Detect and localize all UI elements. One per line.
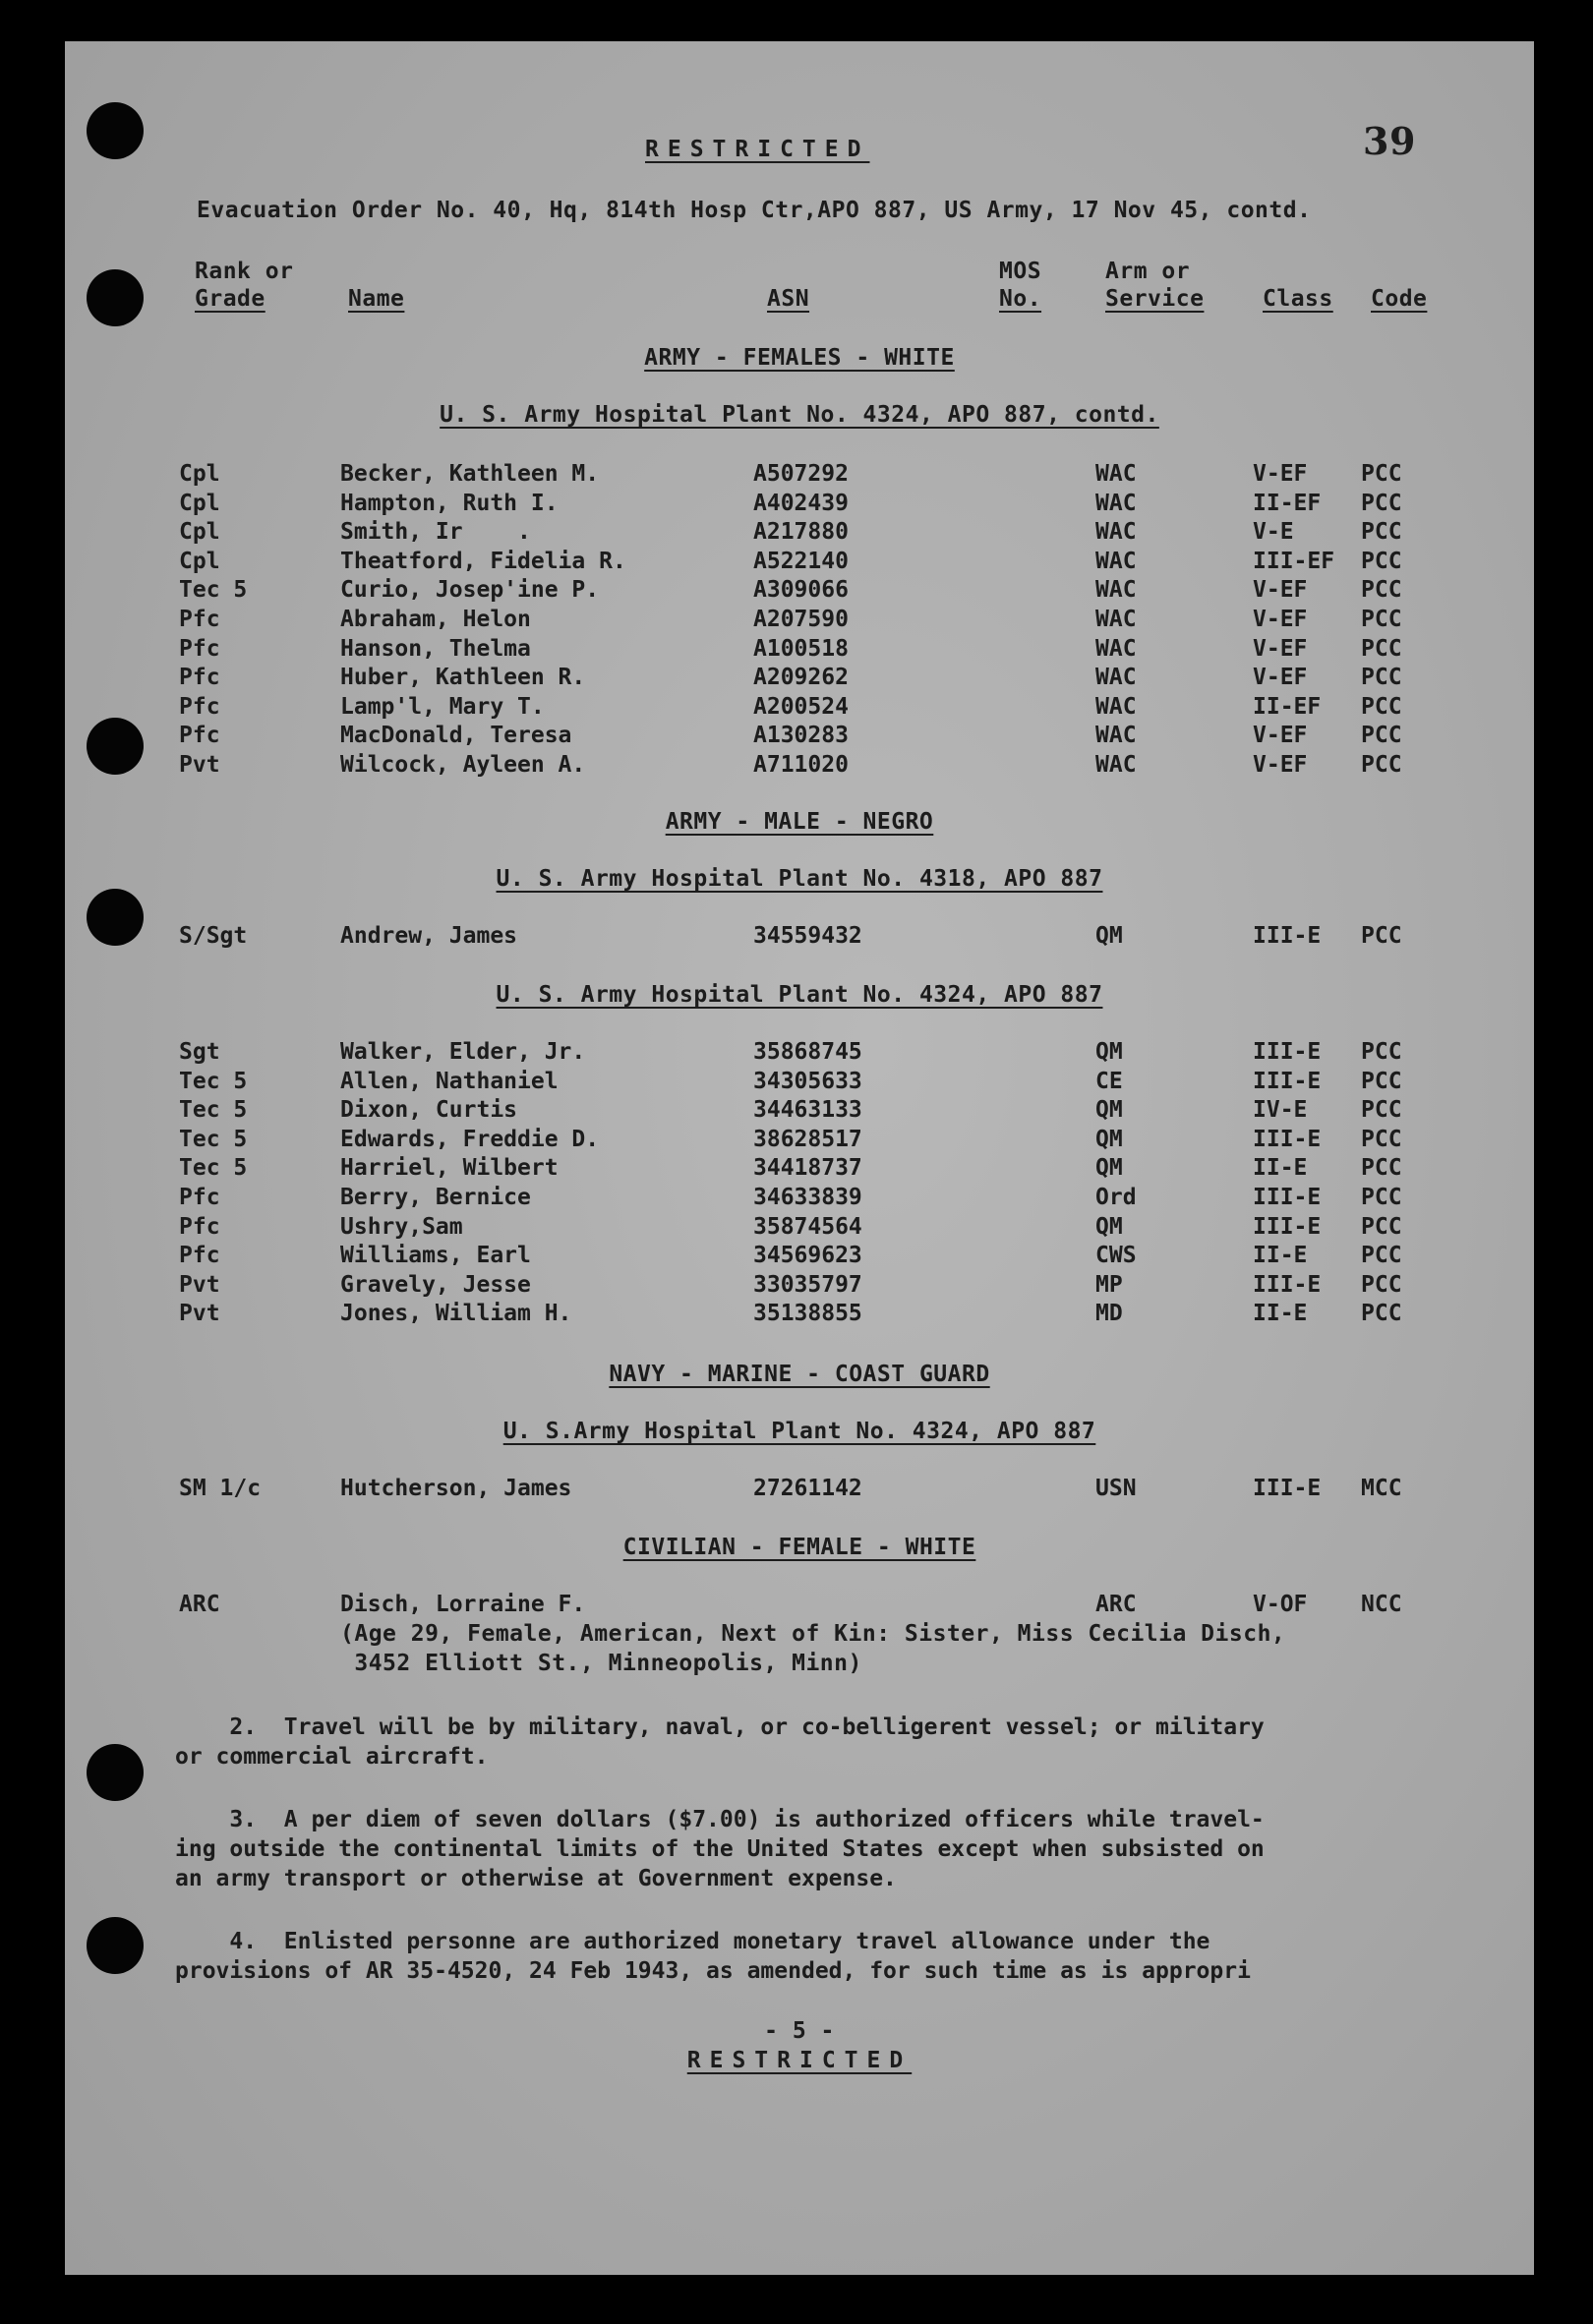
cell-rank: Cpl <box>179 519 220 546</box>
cell-class: III-E <box>1253 1126 1322 1152</box>
cell-code: PCC <box>1361 1155 1402 1182</box>
cell-code: PCC <box>1361 1039 1402 1065</box>
cell-name: Walker, Elder, Jr. <box>340 1039 586 1065</box>
cell-arm: QM <box>1095 1097 1123 1124</box>
cell-name: Hutcherson, James <box>340 1476 572 1501</box>
cell-code: PCC <box>1361 923 1402 949</box>
col-arm-line2: Service <box>1105 286 1205 312</box>
footer-page-number: - 5 - <box>764 2018 835 2044</box>
cell-arm: WAC <box>1095 723 1137 749</box>
cell-name: Edwards, Freddie D. <box>340 1126 600 1152</box>
section-heading: ARMY - FEMALES - WHITE <box>644 345 955 371</box>
cell-asn: A209262 <box>753 665 849 691</box>
cell-rank: Pfc <box>179 693 220 720</box>
civilian-note-line2: 3452 Elliott St., Minneopolis, Minn) <box>340 1651 862 1676</box>
cell-rank: Pfc <box>179 665 220 691</box>
cell-arm: MD <box>1095 1301 1123 1327</box>
cell-arm: WAC <box>1095 461 1137 487</box>
cell-asn: 33035797 <box>753 1271 862 1298</box>
section-heading: CIVILIAN - FEMALE - WHITE <box>622 1535 976 1560</box>
cell-code: PCC <box>1361 519 1402 546</box>
col-code: Code <box>1371 286 1428 312</box>
cell-class: III-E <box>1253 1213 1322 1240</box>
cell-arm: QM <box>1095 1155 1123 1182</box>
cell-asn: A711020 <box>753 752 849 778</box>
cell-code: NCC <box>1361 1592 1402 1617</box>
paragraph-2-line1: 2. Travel will be by military, naval, or co-belligerent vessel; or military <box>175 1714 1265 1740</box>
cell-code: PCC <box>1361 1068 1402 1094</box>
cell-rank: Tec 5 <box>179 1097 248 1124</box>
cell-code: PCC <box>1361 752 1402 778</box>
civilian-note-line1: (Age 29, Female, American, Next of Kin: Sister, Miss Cecilia Disch, <box>340 1621 1286 1647</box>
paragraph-3-line2: ing outside the continental limits of the United States except when subsisted on <box>175 1836 1265 1862</box>
cell-code: PCC <box>1361 1271 1402 1298</box>
cell-name: Allen, Nathaniel <box>340 1068 559 1094</box>
col-mos-line1: MOS <box>999 259 1042 284</box>
cell-rank: Pvt <box>179 752 220 778</box>
cell-class: V-EF <box>1253 723 1308 749</box>
cell-name: Jones, William H. <box>340 1301 572 1327</box>
cell-code: PCC <box>1361 1301 1402 1327</box>
cell-name: Andrew, James <box>340 923 518 949</box>
table-row <box>65 1068 1534 1097</box>
cell-class: III-E <box>1253 1271 1322 1298</box>
paragraph-4-line2: provisions of AR 35-4520, 24 Feb 1943, as amended, for such time as is appropri <box>175 1958 1251 1984</box>
cell-arm: WAC <box>1095 519 1137 546</box>
col-mos-line2: No. <box>999 286 1042 312</box>
punch-hole <box>87 102 144 159</box>
cell-arm: QM <box>1095 923 1123 949</box>
cell-class: IV-E <box>1253 1097 1308 1124</box>
table-row <box>65 722 1534 751</box>
col-asn: ASN <box>767 286 810 312</box>
cell-code: PCC <box>1361 1097 1402 1124</box>
table-row <box>65 606 1534 635</box>
cell-arm: WAC <box>1095 693 1137 720</box>
cell-asn: A207590 <box>753 607 849 632</box>
cell-asn: A217880 <box>753 519 849 546</box>
cell-class: V-EF <box>1253 635 1308 662</box>
cell-arm: QM <box>1095 1039 1123 1065</box>
cell-code: PCC <box>1361 1126 1402 1152</box>
table-row <box>65 518 1534 548</box>
cell-code: PCC <box>1361 693 1402 720</box>
cell-arm: WAC <box>1095 752 1137 778</box>
table-row <box>65 693 1534 723</box>
cell-class: V-E <box>1253 519 1294 546</box>
cell-code: PCC <box>1361 1213 1402 1240</box>
table-row <box>65 1591 1534 1620</box>
table-row <box>65 1242 1534 1271</box>
cell-code: MCC <box>1361 1476 1402 1501</box>
table-row <box>65 1475 1534 1504</box>
cell-arm: WAC <box>1095 577 1137 604</box>
cell-arm: CE <box>1095 1068 1123 1094</box>
table-row <box>65 1126 1534 1155</box>
cell-name: Theatford, Fidelia R. <box>340 548 626 574</box>
cell-rank: Pfc <box>179 607 220 632</box>
cell-asn: A402439 <box>753 490 849 516</box>
cell-rank: ARC <box>179 1592 220 1617</box>
cell-arm: USN <box>1095 1476 1137 1501</box>
cell-rank: SM 1/c <box>179 1476 262 1501</box>
paragraph-4-line1: 4. Enlisted personne are authorized monetary travel allowance under the <box>175 1929 1210 1954</box>
cell-arm: WAC <box>1095 548 1137 574</box>
section-subheading: U. S. Army Hospital Plant No. 4318, APO 887 <box>496 866 1103 892</box>
table-row <box>65 1271 1534 1301</box>
cell-rank: Pfc <box>179 1243 220 1269</box>
section-heading: NAVY - MARINE - COAST GUARD <box>609 1362 990 1387</box>
cell-asn: 35874564 <box>753 1213 862 1240</box>
cell-arm: ARC <box>1095 1592 1137 1617</box>
cell-name: Abraham, Helon <box>340 607 531 632</box>
cell-name: Hampton, Ruth I. <box>340 490 559 516</box>
cell-class: II-E <box>1253 1155 1308 1182</box>
table-row <box>65 1300 1534 1329</box>
cell-class: III-E <box>1253 1476 1322 1501</box>
cell-class: II-E <box>1253 1243 1308 1269</box>
cell-code: PCC <box>1361 490 1402 516</box>
cell-name: Becker, Kathleen M. <box>340 461 600 487</box>
table-row <box>65 751 1534 781</box>
col-class: Class <box>1263 286 1333 312</box>
cell-class: III-EF <box>1253 548 1335 574</box>
cell-class: III-E <box>1253 923 1322 949</box>
cell-arm: WAC <box>1095 635 1137 662</box>
cell-asn: 34559432 <box>753 923 862 949</box>
cell-asn: 27261142 <box>753 1476 862 1501</box>
table-row <box>65 635 1534 665</box>
cell-asn: 34418737 <box>753 1155 862 1182</box>
cell-name: Ushry,Sam <box>340 1213 463 1240</box>
cell-asn: 34633839 <box>753 1185 862 1210</box>
paragraph-2-line2: or commercial aircraft. <box>175 1744 489 1770</box>
cell-code: PCC <box>1361 548 1402 574</box>
table-row <box>65 1213 1534 1243</box>
cell-rank: Pvt <box>179 1301 220 1327</box>
cell-asn: A100518 <box>753 635 849 662</box>
cell-name: MacDonald, Teresa <box>340 723 572 749</box>
cell-name: Dixon, Curtis <box>340 1097 518 1124</box>
cell-name: Huber, Kathleen R. <box>340 665 586 691</box>
section-subheading: U. S. Army Hospital Plant No. 4324, APO 887, contd. <box>440 402 1159 428</box>
col-rank-line2: Grade <box>195 286 266 312</box>
table-row <box>65 490 1534 519</box>
cell-class: II-EF <box>1253 693 1322 720</box>
cell-arm: CWS <box>1095 1243 1137 1269</box>
cell-class: V-EF <box>1253 752 1308 778</box>
cell-code: PCC <box>1361 577 1402 604</box>
cell-rank: Tec 5 <box>179 1126 248 1152</box>
table-row <box>65 1154 1534 1184</box>
table-row <box>65 548 1534 577</box>
cell-code: PCC <box>1361 723 1402 749</box>
cell-name: Smith, Ir . <box>340 519 531 546</box>
cell-name: Berry, Bernice <box>340 1185 531 1210</box>
cell-rank: Tec 5 <box>179 577 248 604</box>
section-subheading: U. S.Army Hospital Plant No. 4324, APO 887 <box>502 1419 1096 1444</box>
cell-arm: WAC <box>1095 665 1137 691</box>
col-arm-line1: Arm or <box>1105 259 1191 284</box>
paragraph-3-line1: 3. A per diem of seven dollars ($7.00) is authorized officers while travel- <box>175 1807 1265 1832</box>
cell-asn: 34305633 <box>753 1068 862 1094</box>
cell-class: V-EF <box>1253 577 1308 604</box>
cell-asn: A522140 <box>753 548 849 574</box>
cell-class: V-OF <box>1253 1592 1308 1617</box>
cell-class: V-EF <box>1253 607 1308 632</box>
restricted-footer: RESTRICTED <box>686 2048 913 2073</box>
cell-asn: 38628517 <box>753 1126 862 1152</box>
cell-class: III-E <box>1253 1068 1322 1094</box>
cell-code: PCC <box>1361 461 1402 487</box>
order-line: Evacuation Order No. 40, Hq, 814th Hosp Ctr,APO 887, US Army, 17 Nov 45, contd. <box>197 198 1312 223</box>
cell-class: III-E <box>1253 1185 1322 1210</box>
cell-code: PCC <box>1361 635 1402 662</box>
table-row <box>65 576 1534 606</box>
cell-asn: A309066 <box>753 577 849 604</box>
table-row <box>65 460 1534 490</box>
cell-code: PCC <box>1361 607 1402 632</box>
cell-class: II-EF <box>1253 490 1322 516</box>
cell-class: V-EF <box>1253 665 1308 691</box>
cell-rank: Tec 5 <box>179 1155 248 1182</box>
cell-class: V-EF <box>1253 461 1308 487</box>
table-row <box>65 1096 1534 1126</box>
cell-arm: QM <box>1095 1213 1123 1240</box>
cell-rank: Pvt <box>179 1271 220 1298</box>
cell-arm: MP <box>1095 1271 1123 1298</box>
cell-name: Williams, Earl <box>340 1243 531 1269</box>
cell-arm: QM <box>1095 1126 1123 1152</box>
cell-asn: A200524 <box>753 693 849 720</box>
cell-name: Disch, Lorraine F. <box>340 1592 586 1617</box>
cell-asn: A507292 <box>753 461 849 487</box>
cell-name: Harriel, Wilbert <box>340 1155 559 1182</box>
punch-hole <box>87 1744 144 1801</box>
cell-asn: 35138855 <box>753 1301 862 1327</box>
document-page <box>65 41 1534 2275</box>
col-rank-line1: Rank or <box>195 259 294 284</box>
section-subheading: U. S. Army Hospital Plant No. 4324, APO 887 <box>496 982 1103 1008</box>
table-row <box>65 664 1534 693</box>
cell-asn: 34463133 <box>753 1097 862 1124</box>
cell-asn: A130283 <box>753 723 849 749</box>
cell-code: PCC <box>1361 1185 1402 1210</box>
cell-arm: WAC <box>1095 490 1137 516</box>
cell-code: PCC <box>1361 1243 1402 1269</box>
cell-rank: Pfc <box>179 723 220 749</box>
cell-name: Wilcock, Ayleen A. <box>340 752 586 778</box>
cell-name: Lamp'l, Mary T. <box>340 693 545 720</box>
cell-rank: Pfc <box>179 635 220 662</box>
paragraph-3-line3: an army transport or otherwise at Government expense. <box>175 1866 897 1891</box>
cell-rank: Cpl <box>179 548 220 574</box>
cell-rank: Cpl <box>179 461 220 487</box>
cell-rank: Cpl <box>179 490 220 516</box>
cell-asn: 35868745 <box>753 1039 862 1065</box>
cell-asn: 34569623 <box>753 1243 862 1269</box>
cell-class: II-E <box>1253 1301 1308 1327</box>
punch-hole <box>87 1917 144 1974</box>
cell-name: Hanson, Thelma <box>340 635 531 662</box>
cell-rank: S/Sgt <box>179 923 248 949</box>
cell-rank: Tec 5 <box>179 1068 248 1094</box>
cell-arm: WAC <box>1095 607 1137 632</box>
col-name: Name <box>348 286 405 312</box>
restricted-header: RESTRICTED <box>645 137 870 162</box>
section-heading: ARMY - MALE - NEGRO <box>665 809 934 835</box>
punch-hole <box>87 269 144 326</box>
cell-arm: Ord <box>1095 1185 1137 1210</box>
cell-class: III-E <box>1253 1039 1322 1065</box>
page-number: 39 <box>1363 119 1416 163</box>
cell-name: Gravely, Jesse <box>340 1271 531 1298</box>
cell-rank: Pfc <box>179 1185 220 1210</box>
cell-rank: Sgt <box>179 1039 220 1065</box>
table-row <box>65 922 1534 952</box>
table-row <box>65 1038 1534 1068</box>
table-row <box>65 1184 1534 1213</box>
cell-rank: Pfc <box>179 1213 220 1240</box>
cell-name: Curio, Josep'ine P. <box>340 577 600 604</box>
cell-code: PCC <box>1361 665 1402 691</box>
